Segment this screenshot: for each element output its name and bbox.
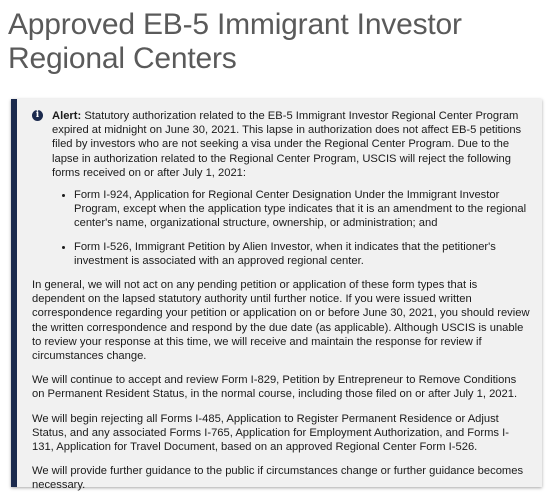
rejected-forms-list bbox=[32, 188, 530, 268]
alert-paragraph: In general, we will not act on any pending petition or application of these form types that is dependent on the lapsed statutory authority until further notice. If you were issued written correspondence regarding your petition or application on or before June 30, 2021, you should review the written correspondence and respond by the due date (as applicable). Although USCIS is unable to review your response at this time, we will receive and maintain the response for review if circumstances change. bbox=[32, 279, 530, 363]
alert-intro bbox=[32, 109, 530, 180]
info-circle-icon: i bbox=[32, 110, 43, 121]
page-title: Approved EB-5 Immigrant Investor Regional Centers bbox=[8, 8, 462, 75]
alert-box bbox=[11, 99, 542, 492]
list-item: • Form I-526, Immigrant Petition by Alien Investor, when it indicates that the petitioner's investment is associated with an approved regional center. bbox=[74, 240, 530, 268]
alert-paragraph: We will provide further guidance to the public if circumstances change or further guidance becomes necessary. bbox=[32, 465, 524, 492]
alert-paragraph: We will continue to accept and review Form I-829, Petition by Entrepreneur to Remove Conditions on Permanent Resident Status, in the normal course, including those filed on or after July 1, 2021. bbox=[32, 374, 518, 401]
alert-label: Alert: bbox=[52, 110, 82, 122]
alert-paragraph: We will begin rejecting all Forms I-485, Application to Register Permanent Residence or Adjust Status, and any associated Forms I-765, Application for Employment Authorization, and Forms I-131, Application for Travel Document, based on an approved Regional Center Form I-526. bbox=[32, 412, 509, 454]
list-item: • Form I-924, Application for Regional Center Designation Under the Immigrant Investor Program, except when the application type indicates that it is an amendment to the regional center's name, organizational structure, ownership, or administration; and bbox=[74, 188, 530, 231]
alert-intro-text: Statutory authorization related to the EB-5 Immigrant Investor Regional Center Program expired at midnight on June 30, 2021. This lapse in authorization does not affect EB-5 petitions filed by investors who are not seeking a visa under the Regional Center Program. Due to the lapse in authorization related to the Regional Center Program, USCIS will reject the following forms received on or after July 1, 2021: bbox=[52, 110, 522, 179]
